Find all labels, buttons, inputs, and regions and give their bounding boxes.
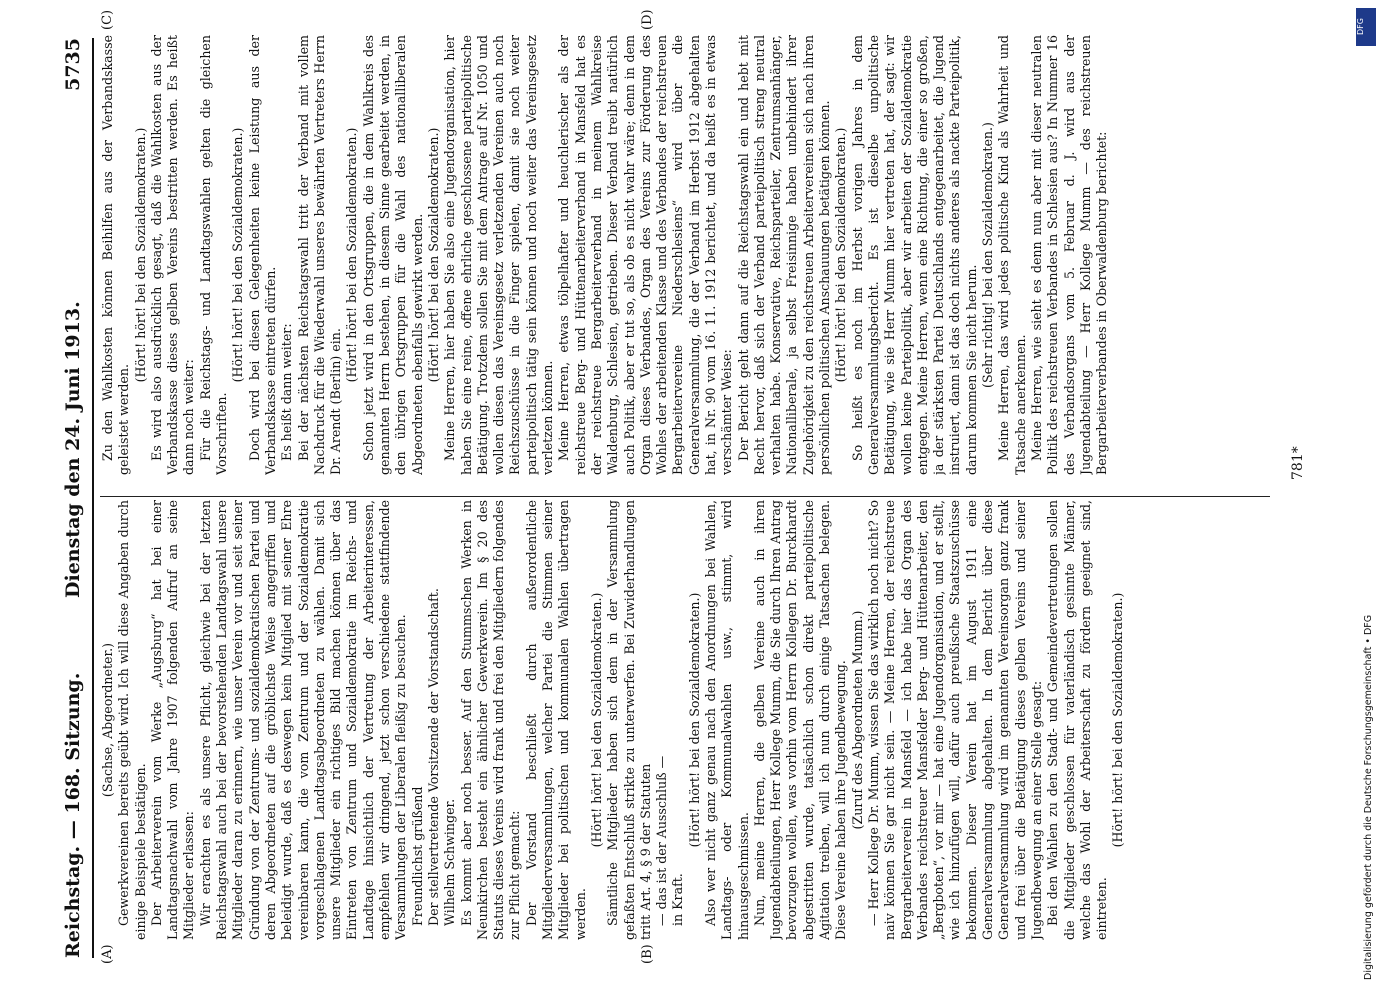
page-header [60, 38, 90, 958]
paragraph: in Kraft. [670, 873, 686, 926]
paragraph: Zu den Wahlkosten können Beihilfen aus der Verbandskasse geleistet werden. [100, 35, 132, 475]
paragraph: Meine Herren, etwas tölpelhafter und heuchlerischer als der reichstreue Berg- und Hüttenarbeiterverband in Mansfeld hat es der reichstreue Bergarbeiterverband in meinem Wahlkreise Waldenburg, Schlesien, getrieben. Dieser Verband treibt natürlich auch Politik, aber er tut so, als ob es nicht wahr wäre; denn in dem Organ dieses Verbandes, Organ des Vereins zur Förderung des Wohles der arbeitenden Klasse und des Verbandes der reichstreuen Bergarbeitervereine Niederschlesiens“ wird über die Generalversammlung, die der Verband im Herbst 1912 abgehalten hat, in Nr. 90 vom 16. 11. 1912 berichtet, und da heißt es in etwas verschämter Weise: [556, 35, 735, 475]
margin-marker-a: (A) [100, 944, 115, 964]
paragraph: Der stellvertretende Vorsitzende der Vorstandschaft. [425, 588, 441, 926]
paragraph: (Sehr richtig! bei den Sozialdemokraten.) [980, 122, 996, 388]
side-note [1351, 220, 1379, 980]
paragraph: Wir erachten es als unsere Pflicht, gleichwie bei der letzten Reichstagswahl auch bei der bevorstehenden Landtagswahl unsere Mitglieder daran zu erinnern, wie unser Verein vor und seit seiner Gründung von der Zentrums- und sozialdemokratischen Partei und deren Abgeordneten auf die gröblichste Weise angegriffen und beleidigt wurde, daß es deswegen kein Mitglied mit seiner Ehre vereinbaren kann, die vom Zentrum und der Sozialdemokratie vorgeschlagenen Landtagsabgeordneten zu wählen. Damit sich unsere Mitglieder ein richtiges Bild machen können über das Eintreten von Zentrum und Sozialdemokratie im Reichs- und Landtage hinsichtlich der Vertretung der Arbeiterinteressen, empfehlen wir dringend, jetzt schon verschiedene stattfindende Versammlungen der Liberalen fleißig zu besuchen. [197, 500, 409, 940]
paragraph: (Hört! hört! bei den Sozialdemokraten.) [686, 592, 702, 848]
paragraph: Schon jetzt wird in den Ortsgruppen, die in dem Wahlkreis des genannten Herrn bestehen, in diesem Sinne gearbeitet werden, in den übrigen Ortsgruppen für die Wahl des nationalliberalen Abgeordneten ebenfalls gewirkt werden. [360, 35, 425, 475]
dfg-badge-label: DFG [1355, 18, 1365, 35]
paragraph: Nun, meine Herren, die gelben Vereine auch in ihren Jugendabteilungen, Herr Kollege Mumm, die Sie durch Ihren Antrag bevorzugen wollen, was vorhin vom Herrn Kollegen Dr. Burckhardt abgestritten wurde, tatsächlich schon direkt parteipolitische Agitation treiben, will ich nun durch einige Tatsachen belegen. Diese Vereine haben ihre Jugendbewegung. [751, 500, 849, 940]
paragraph: Sämtliche Mitglieder haben sich dem in der Versammlung gefaßten Entschluß strikte zu unterwerfen. Bei Zuwiderhandlungen tritt Art. 4, § 9 der Statuten [605, 500, 653, 940]
paragraph: Also wer nicht ganz genau nach den Anordnungen bei Wahlen, Landtags- oder Kommunalwahlen usw., stimmt, wird hinausgeschmissen. [702, 500, 751, 940]
paragraph: Bei den Wahlen zu den Stadt- und Gemeindevertretungen sollen die Mitglieder geschlossen für vaterländisch gesinnte Männer, welche das Wohl der Arbeiterschaft zu fördern geeignet sind, eintreten. [1045, 500, 1110, 940]
paragraph: Für die Reichstags- und Landtagswahlen gelten die gleichen Vorschriften. [197, 35, 230, 475]
header-rule [92, 38, 94, 958]
text-column-right [100, 35, 1270, 475]
paragraph: (Zuruf des Abgeordneten Mumm.) [849, 610, 865, 830]
paragraph: (Hört! hört! bei den Sozialdemokraten.) [132, 127, 148, 383]
paragraph: Der Vorstand beschließt durch außerordentliche Mitgliederversammlungen, welcher Partei die Stimmen seiner Mitglieder bei politischen und kommunalen Wahlen übertragen werden. [523, 500, 588, 940]
page-number: 5735 [62, 38, 84, 91]
paragraph: Bei der nächsten Reichstagswahl tritt der Verband mit vollem Nachdruck für die Wiederwahl unseres bewährten Vertreters Herrn Dr. Arendt (Berlin) ein. [295, 35, 344, 475]
paragraph: (Hört! hört! bei den Sozialdemokraten.) [230, 127, 246, 383]
paragraph: Gewerkvereinen bereits geübt wird. Ich will diese Angaben durch einige Beispiele bestätigen. [116, 500, 148, 940]
paragraph: Meine Herren, das wird jedes politische Kind als Wahrheit und Tatsache anerkennen. [996, 35, 1028, 475]
paragraph: (Hört! hört! bei den Sozialdemokraten.) [588, 592, 604, 848]
paragraph: (Hört! hört! bei den Sozialdemokraten.) [344, 127, 360, 383]
column-separator [100, 496, 1270, 497]
dfg-badge [1356, 8, 1376, 46]
paragraph: So heißt es noch im Herbst vorigen Jahres in dem Generalversammlungsbericht. Es ist dieselbe unpolitische Betätigung, wie sie Herr Mumm hier vertreten hat, der sagt: wir wollen keine Parteipolitik, aber wir arbeiten der Sozialdemokratie entgegen. Meine Herren, wenn eine Richtung, die einer so großen, ja der stärksten Partei Deutschlands entgegenarbeitet, die Jugend instruiert, dann ist das doch nichts anderes als nackte Parteipolitik, darum kommen Sie nicht herum. [849, 35, 979, 475]
paragraph: (Hört! hört! bei den Sozialdemokraten.) [1110, 592, 1126, 848]
margin-marker-c: (C) [100, 9, 115, 30]
paragraph: — das ist der Ausschluß — [654, 755, 670, 926]
margin-marker-d: (D) [640, 9, 655, 30]
paragraph: Es kommt aber noch besser. Auf den Stummschen Werken in Neunkirchen besteht ein ähnlicher Gewerkverein. Im § 20 des Statuts dieses Vereins wird frank und frei den Mitgliedern folgendes zur Pflicht gemacht: [458, 500, 523, 940]
header-left: Reichstag. — 168. Sitzung. [62, 672, 84, 958]
text-column-left [100, 500, 1270, 940]
paragraph: (Hört! hört! bei den Sozialdemokraten.) [833, 127, 849, 383]
paragraph: Der Arbeiterverein vom Werke „Augsburg“ hat bei einer Landtagsnachwahl vom Jahre 1907 folgenden Aufruf an seine Mitglieder erlassen: [148, 500, 197, 940]
paragraph: Es wird also ausdrücklich gesagt, daß die Wahlkosten aus der Verbandskasse dieses gelben Vereins bestritten werden. Es heißt dann noch weiter: [148, 35, 197, 475]
paragraph: (Hört! hört! bei den Sozialdemokraten.) [425, 127, 441, 383]
paragraph: Freundlichst grüßend [409, 786, 425, 926]
header-date: Dienstag den 24. Juni 1913. [62, 301, 84, 598]
paragraph: — Herr Kollege Dr. Mumm, wissen Sie das wirklich noch nicht? So naiv können Sie gar nicht sein. — Meine Herren, der reichstreue Bergarbeiterverein in Mansfeld — ich habe hier das Organ des Verbandes reichstreuer Mansfelder Berg- und Hüttenarbeiter, den „Bergboten“, vor mir — hat eine Jugendorganisation, und er stellt, wie ich hinzufügen will, dafür auch preußische Staatszuschüsse bekommen. Dieser Verein hat im August 1911 eine Generalversammlung abgehalten. In dem Bericht über diese Generalversammlung wird im genannten Vereinsorgan ganz frank und frei über die Betätigung dieses gelben Vereins und seiner Jugendbewegung an einer Stelle gesagt: [865, 500, 1044, 940]
paragraph: Der Bericht geht dann auf die Reichstagswahl ein und hebt mit Recht hervor, daß sich der Verband parteipolitisch streng neutral verhalten habe. Konservative, Reichsparteiler, Zentrumsanhänger, Nationalliberale, ja selbst Freisinnige haben unbehindert ihrer Zugehörigkeit zu den reichstreuen Arbeitervereinen sich nach ihren persönlichen politischen Anschauungen betätigen können. [735, 35, 833, 475]
signature-mark: 781* [1290, 446, 1306, 480]
paragraph: (Sachse, Abgeordneter.) [100, 642, 115, 798]
paragraph: Es heißt dann weiter: [279, 323, 295, 461]
paragraph: Meine Herren, wie sieht es denn nun aber mit dieser neutralen Politik des reichstreuen Verbandes in Schlesien aus? In Nummer 16 des Verbandsorgans vom 5. Februar d. J. wird aus der Jugendabteilung — Herr Kollege Mumm — des reichstreuen Bergarbeiterverbandes in Oberwaldenburg berichtet: [1028, 35, 1110, 475]
paragraph: Meine Herren, hier haben Sie also eine Jugendorganisation, hier haben Sie eine reine, offene ehrliche geschlossene parteipolitische Betätigung. Trotzdem sollen Sie mit dem Antrage auf Nr. 1050 und wollen diesen das Vereinsgesetz verletzenden Vereinen auch noch Reichszuschüsse in die Finger spielen, damit sie noch weiter parteipolitisch tätig sein können und noch weiter das Vereinsgesetz verletzen können. [442, 35, 556, 475]
paragraph: Wilhelm Schwinger. [442, 798, 458, 926]
side-note-text: Digitalisierung gefördert durch die Deutsche Forschungsgemeinschaft • DFG [1363, 614, 1374, 980]
margin-marker-b: (B) [640, 944, 655, 964]
paragraph: Doch wird bei diesen Gelegenheiten keine Leistung aus der Verbandskasse eintreten dürfen. [246, 35, 278, 475]
